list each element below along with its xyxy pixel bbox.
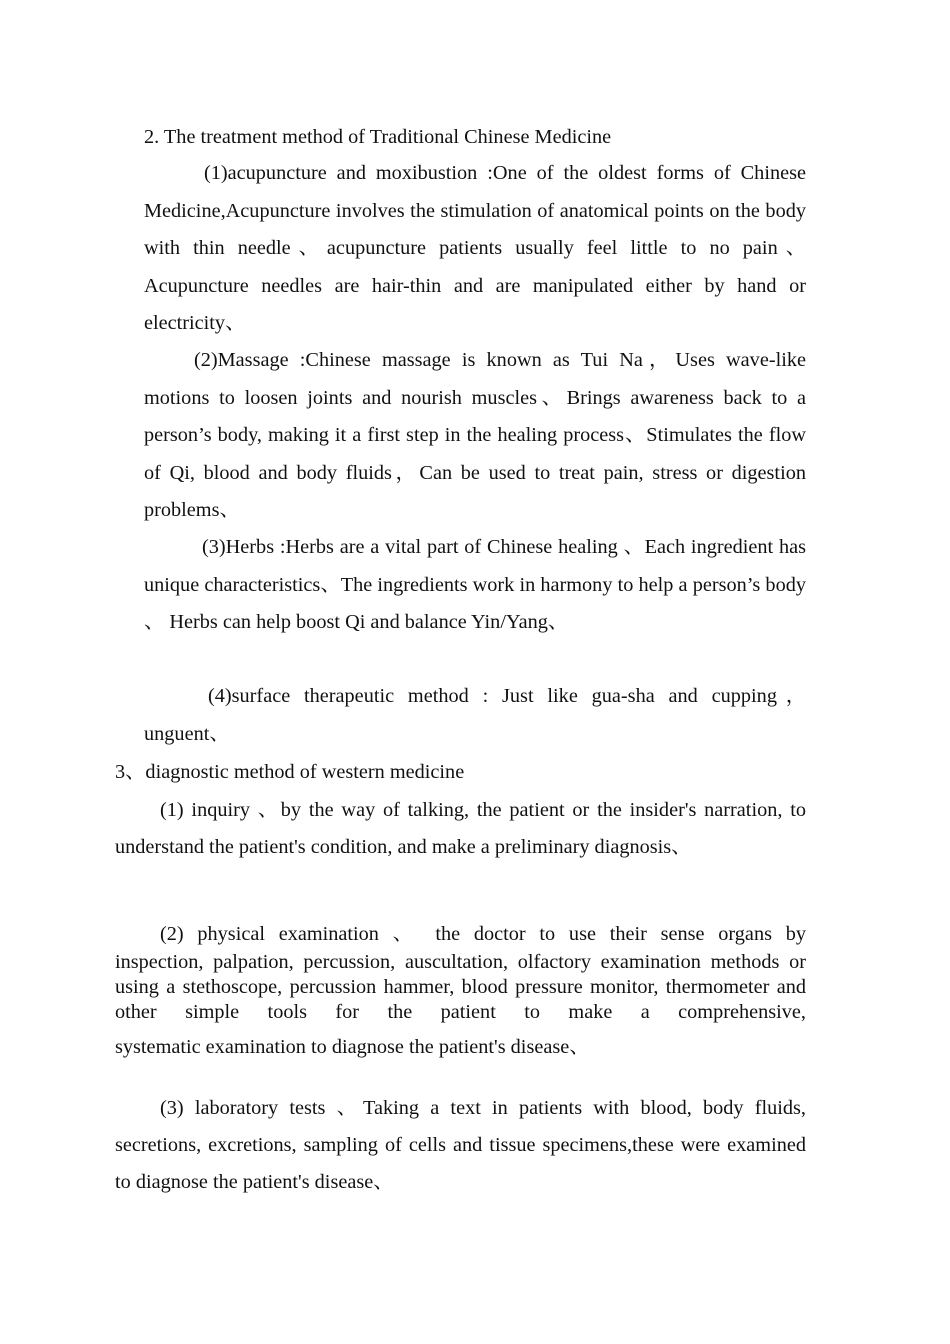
physical-examination-last-line: systematic examination to diagnose the patient's disease、: [115, 1036, 590, 1058]
laboratory-tests-paragraph: (3) laboratory tests 、Taking a text in patients with blood, body fluids, secretions, excretions, sampling of cells and tissue specimens,these were examined to diagnose the patient's disease、: [115, 1097, 806, 1193]
surface-therapeutic-paragraph: (4)surface therapeutic method : Just like gua-sha and cupping，unguent、: [144, 685, 806, 745]
physical-examination-paragraph: [115, 916, 806, 1066]
physical-examination-body: inspection, palpation, percussion, auscultation, olfactory examination methods or using a stethoscope, percussion hammer, blood pressure monitor, thermometer and other simple tools for the patient to make a comprehensive,: [115, 951, 806, 1023]
section-2-heading: 2. The treatment method of Traditional Chinese Medicine: [144, 126, 612, 148]
physical-examination-line-1: (2) physical examination 、 the doctor to use their sense organs by: [160, 923, 806, 945]
massage-paragraph: (2)Massage :Chinese massage is known as Tui Na，Uses wave-like motions to loosen joints and nourish muscles、Brings awareness back to a person’s body, making it a first step in the healing process、Stimulates the flow of Qi, blood and body fluids，Can be used to treat pain, stress or digestion problems、: [144, 349, 806, 521]
herbs-paragraph: (3)Herbs :Herbs are a vital part of Chinese healing 、Each ingredient has unique characteristics、The ingredients work in harmony to help a person’s body 、 Herbs can help boost Qi and balance Yin/Yang、: [144, 536, 806, 633]
acupuncture-paragraph: (1)acupuncture and moxibustion :One of the oldest forms of Chinese Medicine,Acupuncture involves the stimulation of anatomical points on the body with thin needle、acupuncture patients usually feel little to no pain、Acupuncture needles are hair-thin and are manipulated either by hand or electricity、: [144, 162, 806, 334]
inquiry-paragraph: (1) inquiry 、by the way of talking, the patient or the insider's narration, to understand the patient's condition, and make a preliminary diagnosis、: [115, 799, 806, 858]
section-3-heading: 3、diagnostic method of western medicine: [115, 761, 465, 783]
